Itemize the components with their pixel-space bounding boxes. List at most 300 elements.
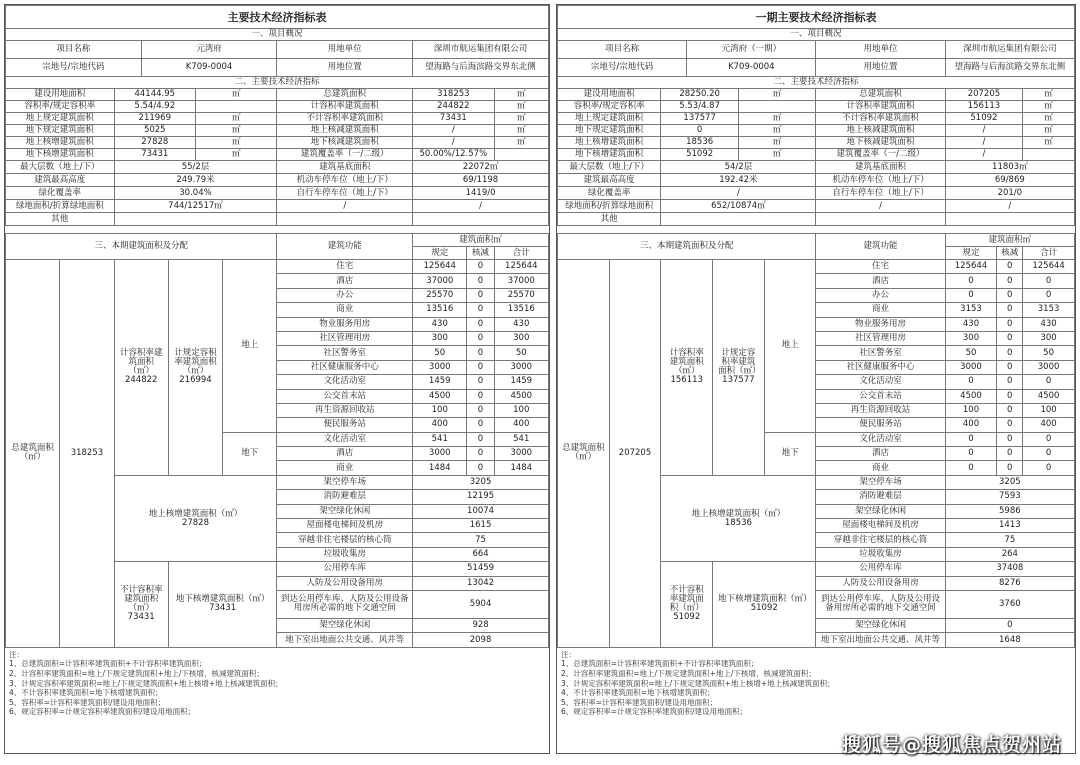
table-cell bbox=[114, 213, 277, 226]
table-cell: 架空绿化休闲 bbox=[816, 504, 945, 518]
table-cell: 公交首末站 bbox=[816, 389, 945, 403]
table-cell: 屋面楼电梯间及机房 bbox=[816, 519, 945, 533]
table-cell: 51092 bbox=[661, 149, 739, 161]
regulated-area-value-cell bbox=[168, 260, 222, 476]
table-cell: 69/1198 bbox=[413, 174, 549, 187]
table-cell: 地下室出地面公共交通、风井等 bbox=[277, 633, 413, 647]
table-cell bbox=[1023, 149, 1075, 161]
column-header: 建筑面积㎡ bbox=[413, 234, 549, 247]
table-cell: 652/10874㎡ bbox=[661, 200, 816, 213]
table-cell: 541 bbox=[413, 432, 467, 446]
table-cell: 望海路与后海滨路交界东北侧 bbox=[945, 59, 1074, 77]
table-cell: 4500 bbox=[1023, 389, 1075, 403]
table-cell: 318253 bbox=[413, 89, 494, 101]
table-cell: 建筑最高高度 bbox=[6, 174, 115, 187]
table-cell: 0 bbox=[467, 317, 494, 331]
table-cell: 744/12517㎡ bbox=[114, 200, 277, 213]
table-cell: 消防避难层 bbox=[277, 490, 413, 504]
table-cell: 地下核减建筑面积 bbox=[277, 137, 413, 149]
table-cell: 自行车停车位（地上/下） bbox=[277, 187, 413, 200]
below-ground-label: 地下 bbox=[764, 432, 816, 475]
table-cell: 宗地号/宗地代码 bbox=[558, 59, 687, 77]
table-cell: 计容积率建筑面积 bbox=[816, 101, 945, 113]
table-cell: 1413 bbox=[945, 519, 1074, 533]
table-cell: 消防避难层 bbox=[816, 490, 945, 504]
table-cell: 0 bbox=[997, 375, 1023, 389]
table-cell: 13042 bbox=[413, 576, 549, 590]
table-cell: 最大层数（地上/下） bbox=[6, 161, 115, 174]
above-increase-label: 地上核增建筑面积（㎡） bbox=[148, 508, 243, 519]
table-cell: 地下核减建筑面积 bbox=[816, 137, 945, 149]
table-cell: 穿越非住宅楼层的核心筒 bbox=[816, 533, 945, 547]
table-cell: 总建筑面积 bbox=[277, 89, 413, 101]
table-cell: 430 bbox=[413, 317, 467, 331]
table-cell: 0 bbox=[467, 346, 494, 360]
table-cell: 44144.95 bbox=[114, 89, 195, 101]
table-cell: 1419/0 bbox=[413, 187, 549, 200]
table-cell: 0 bbox=[467, 288, 494, 302]
table-cell: 0 bbox=[467, 274, 494, 288]
note-line: 3、计规定容积率建筑面积=地上/下规定建筑面积+地上核增+地上核减建筑面积； bbox=[561, 678, 835, 688]
table-cell: 建筑最高高度 bbox=[558, 174, 661, 187]
table-cell: 400 bbox=[1023, 418, 1075, 432]
table-cell: 酒店 bbox=[277, 274, 413, 288]
table-cell: ㎡ bbox=[494, 137, 548, 149]
table-cell: 264 bbox=[945, 547, 1074, 561]
table-cell: 73431 bbox=[413, 113, 494, 125]
non-far-area-value-cell bbox=[661, 562, 713, 648]
table-cell: 5986 bbox=[945, 504, 1074, 518]
table-title: 主要技术经济指标表 bbox=[6, 6, 549, 29]
table-cell: 51459 bbox=[413, 562, 549, 576]
table-cell: ㎡ bbox=[738, 89, 816, 101]
table-cell: 0 bbox=[467, 461, 494, 475]
watermark: 搜狐号@搜狐焦点贺州站 bbox=[841, 734, 1062, 756]
table-cell: ㎡ bbox=[738, 149, 816, 161]
table-cell: 8276 bbox=[945, 576, 1074, 590]
above-increase-value-cell bbox=[114, 475, 277, 561]
table-cell: 垃圾收集房 bbox=[816, 547, 945, 561]
table-cell: 0 bbox=[997, 389, 1023, 403]
table-cell: 541 bbox=[494, 432, 548, 446]
table-cell: 用地位置 bbox=[277, 59, 413, 77]
table-cell: / bbox=[945, 125, 1023, 137]
table-cell: 4500 bbox=[945, 389, 997, 403]
table-cell: 0 bbox=[1023, 461, 1075, 475]
table-cell: 地上核增建筑面积 bbox=[6, 137, 115, 149]
table-cell: K709-0004 bbox=[141, 59, 277, 77]
column-header: 核减 bbox=[467, 247, 494, 260]
table-cell: 地上核减建筑面积 bbox=[816, 125, 945, 137]
table-cell: 0 bbox=[997, 303, 1023, 317]
note-line: 注： bbox=[561, 649, 576, 659]
table-cell: 5.54/4.92 bbox=[114, 101, 195, 113]
notes bbox=[5, 648, 549, 719]
below-increase-label: 地下核增建筑面积（㎡） bbox=[175, 594, 270, 605]
table-cell: ㎡ bbox=[738, 137, 816, 149]
table-cell bbox=[413, 213, 549, 226]
table-cell: 300 bbox=[945, 331, 997, 345]
table-cell: 0 bbox=[997, 346, 1023, 360]
regulated-area-value: 137577 bbox=[722, 375, 755, 386]
table-cell: 69/869 bbox=[945, 174, 1074, 187]
table-cell: 0 bbox=[997, 418, 1023, 432]
table-cell: 容积率/规定容积率 bbox=[558, 101, 661, 113]
table-cell: K709-0004 bbox=[687, 59, 816, 77]
table-cell: 0 bbox=[945, 447, 997, 461]
table-cell: 11803㎡ bbox=[945, 161, 1074, 174]
table-cell: 商业 bbox=[816, 303, 945, 317]
note-line: 5、容积率=计容积率建筑面积/建设用地面积； bbox=[9, 697, 166, 707]
table-cell: 0 bbox=[467, 447, 494, 461]
table-cell: 3760 bbox=[945, 590, 1074, 618]
table-cell: 地下规定建筑面积 bbox=[558, 125, 661, 137]
table-cell: 便民服务站 bbox=[816, 418, 945, 432]
above-ground-label: 地上 bbox=[764, 260, 816, 433]
far-area-value: 156113 bbox=[670, 375, 703, 386]
table-cell: 项目名称 bbox=[6, 41, 142, 59]
below-increase-value-cell bbox=[168, 562, 277, 648]
table-cell: 建筑基底面积 bbox=[277, 161, 413, 174]
table-cell: 73431 bbox=[114, 149, 195, 161]
table-cell: ㎡ bbox=[1023, 89, 1075, 101]
table-cell: 人防及公用设备用房 bbox=[816, 576, 945, 590]
spacer bbox=[558, 226, 1075, 234]
indicator-table bbox=[5, 5, 549, 648]
non-far-area-label: 不计容积率建筑面积（㎡） bbox=[119, 585, 163, 614]
table-cell: ㎡ bbox=[195, 125, 276, 137]
table-cell: 0 bbox=[1023, 432, 1075, 446]
table-cell: 430 bbox=[945, 317, 997, 331]
table-cell: / bbox=[277, 200, 413, 213]
table-cell: 其他 bbox=[558, 213, 661, 226]
table-cell: ㎡ bbox=[1023, 125, 1075, 137]
table-cell: ㎡ bbox=[195, 149, 276, 161]
table-cell: 酒店 bbox=[816, 447, 945, 461]
regulated-area-value: 216994 bbox=[179, 375, 212, 386]
table-cell: 商业 bbox=[277, 303, 413, 317]
table-cell: 文化活动室 bbox=[277, 375, 413, 389]
table-cell: 125644 bbox=[413, 260, 467, 274]
column-header: 建筑功能 bbox=[816, 234, 945, 260]
table-cell: 1484 bbox=[413, 461, 467, 475]
table-cell: 430 bbox=[494, 317, 548, 331]
table-cell: 7593 bbox=[945, 490, 1074, 504]
table-cell: 12195 bbox=[413, 490, 549, 504]
table-cell bbox=[195, 101, 276, 113]
above-increase-value: 18536 bbox=[724, 517, 752, 528]
table-cell: 300 bbox=[413, 331, 467, 345]
table-cell: 100 bbox=[494, 403, 548, 417]
table-cell: 自行车停车位（地上/下） bbox=[816, 187, 945, 200]
table-cell: 2098 bbox=[413, 633, 549, 647]
table-cell: 0 bbox=[467, 432, 494, 446]
table-cell: 地下规定建筑面积 bbox=[6, 125, 115, 137]
regulated-area-value-cell bbox=[713, 260, 765, 476]
table-cell: 办公 bbox=[277, 288, 413, 302]
table-cell: 18536 bbox=[661, 137, 739, 149]
table-cell: ㎡ bbox=[494, 113, 548, 125]
table-cell: ㎡ bbox=[1023, 101, 1075, 113]
table-cell: 不计容积率建筑面积 bbox=[816, 113, 945, 125]
table-cell: / bbox=[413, 200, 549, 213]
table-cell: 深圳市航运集团有限公司 bbox=[413, 41, 549, 59]
table-cell: 0 bbox=[997, 331, 1023, 345]
table-cell: 架空绿化休闲 bbox=[816, 618, 945, 632]
table-cell: 5025 bbox=[114, 125, 195, 137]
spacer bbox=[6, 226, 549, 234]
table-cell: 664 bbox=[413, 547, 549, 561]
table-cell: 0 bbox=[1023, 274, 1075, 288]
table-cell: 50.00%/12.57% bbox=[413, 149, 494, 161]
table-cell: ㎡ bbox=[1023, 113, 1075, 125]
above-increase-label: 地上核增建筑面积（㎡） bbox=[691, 508, 786, 519]
table-cell: 0 bbox=[997, 288, 1023, 302]
table-cell: 0 bbox=[997, 360, 1023, 374]
table-cell: 3205 bbox=[945, 475, 1074, 489]
table-cell: 总建筑面积 bbox=[816, 89, 945, 101]
table-cell: 0 bbox=[997, 432, 1023, 446]
column-header: 建筑面积㎡ bbox=[945, 234, 1074, 247]
table-cell: 0 bbox=[997, 403, 1023, 417]
table-cell: 3205 bbox=[413, 475, 549, 489]
table-row bbox=[558, 260, 1075, 274]
table-cell: 垃圾收集房 bbox=[277, 547, 413, 561]
table-cell: 建筑覆盖率（一/二级） bbox=[816, 149, 945, 161]
table-cell: ㎡ bbox=[494, 125, 548, 137]
table-cell: 37000 bbox=[413, 274, 467, 288]
table-cell: 3000 bbox=[494, 360, 548, 374]
table-cell: 建设用地面积 bbox=[558, 89, 661, 101]
above-ground-label: 地上 bbox=[223, 260, 277, 433]
table-cell: 100 bbox=[413, 403, 467, 417]
note-line: 2、计容积率建筑面积=地上/下规定建筑面积+地上/下核增、核减建筑面积； bbox=[9, 668, 264, 678]
table-cell: 绿化覆盖率 bbox=[558, 187, 661, 200]
far-area-value-cell bbox=[114, 260, 168, 476]
below-increase-value: 51092 bbox=[750, 603, 778, 614]
table-cell: 容积率/规定容积率 bbox=[6, 101, 115, 113]
far-area-label: 计容积率建筑面积（㎡） bbox=[669, 348, 704, 377]
table-cell: 1648 bbox=[945, 633, 1074, 647]
table-cell: 3000 bbox=[413, 360, 467, 374]
table-cell bbox=[945, 213, 1074, 226]
table-cell: 1459 bbox=[413, 375, 467, 389]
table-cell: 400 bbox=[945, 418, 997, 432]
table-cell: 0 bbox=[997, 447, 1023, 461]
table-cell: 0 bbox=[945, 375, 997, 389]
column-header: 建筑功能 bbox=[277, 234, 413, 260]
table-cell: 50 bbox=[494, 346, 548, 360]
table-cell: 社区健康服务中心 bbox=[277, 360, 413, 374]
table-cell: ㎡ bbox=[195, 137, 276, 149]
table-cell: 430 bbox=[1023, 317, 1075, 331]
table-cell: 0 bbox=[997, 461, 1023, 475]
table-cell: 249.79米 bbox=[114, 174, 277, 187]
table-cell: 75 bbox=[413, 533, 549, 547]
table-cell: 商业 bbox=[816, 461, 945, 475]
table-cell: 建设用地面积 bbox=[6, 89, 115, 101]
section-heading: 一、项目概况 bbox=[6, 29, 549, 41]
table-cell: 住宅 bbox=[277, 260, 413, 274]
note-line: 1、总建筑面积=计容积率建筑面积+不计容积率建筑面积； bbox=[9, 659, 207, 669]
table-cell: 社区管理用房 bbox=[816, 331, 945, 345]
table-cell: 用地单位 bbox=[816, 41, 945, 59]
table-cell: 其他 bbox=[6, 213, 115, 226]
table-cell: 0 bbox=[1023, 288, 1075, 302]
table-cell: 不计容积率建筑面积 bbox=[277, 113, 413, 125]
total-area-label: 总建筑面积（㎡） bbox=[6, 260, 60, 648]
section-heading: 三、本期建筑面积及分配 bbox=[6, 234, 277, 260]
table-cell: 0 bbox=[467, 360, 494, 374]
table-cell: 办公 bbox=[816, 288, 945, 302]
table-cell: / bbox=[945, 149, 1023, 161]
right-table-panel bbox=[556, 4, 1076, 754]
table-cell: 到达公用停车库、人防及公用设备用房所必需的地下交通空间 bbox=[277, 590, 413, 618]
table-cell: 最大层数（地上/下） bbox=[558, 161, 661, 174]
table-cell: 架空绿化休闲 bbox=[277, 618, 413, 632]
table-cell: 3000 bbox=[945, 360, 997, 374]
table-cell: 元湾府（一期） bbox=[687, 41, 816, 59]
table-cell: ㎡ bbox=[494, 89, 548, 101]
table-cell: 地下核增建筑面积 bbox=[558, 149, 661, 161]
table-cell: 0 bbox=[945, 288, 997, 302]
table-cell: 3153 bbox=[945, 303, 997, 317]
table-cell: 13516 bbox=[413, 303, 467, 317]
table-cell: 酒店 bbox=[816, 274, 945, 288]
non-far-area-label: 不计容积率建筑面积（㎡） bbox=[669, 585, 704, 614]
non-far-area-value: 73431 bbox=[127, 612, 155, 623]
table-cell: 便民服务站 bbox=[277, 418, 413, 432]
note-line: 1、总建筑面积=计容积率建筑面积+不计容积率建筑面积； bbox=[561, 659, 759, 669]
table-cell: 300 bbox=[1023, 331, 1075, 345]
table-row bbox=[6, 260, 549, 274]
table-cell: 酒店 bbox=[277, 447, 413, 461]
note-line: 3、计规定容积率建筑面积=地上/下规定建筑面积+地上核增+地上核减建筑面积； bbox=[9, 678, 283, 688]
table-cell: 125644 bbox=[945, 260, 997, 274]
column-header: 合计 bbox=[494, 247, 548, 260]
table-cell: 244822 bbox=[413, 101, 494, 113]
table-cell: ㎡ bbox=[494, 101, 548, 113]
table-cell: 192.42米 bbox=[661, 174, 816, 187]
table-cell bbox=[738, 101, 816, 113]
table-cell: 地下核增建筑面积 bbox=[6, 149, 115, 161]
table-cell: 文化活动室 bbox=[816, 432, 945, 446]
table-cell: 928 bbox=[413, 618, 549, 632]
table-cell bbox=[816, 213, 945, 226]
table-cell: 54/2层 bbox=[661, 161, 816, 174]
table-cell: 50 bbox=[945, 346, 997, 360]
table-cell: 0 bbox=[467, 389, 494, 403]
table-cell: 社区健康服务中心 bbox=[816, 360, 945, 374]
table-cell: 再生资源回收站 bbox=[816, 403, 945, 417]
far-area-label: 计容积率建筑面积（㎡） bbox=[119, 348, 163, 377]
table-cell: 37000 bbox=[494, 274, 548, 288]
table-cell: 0 bbox=[661, 125, 739, 137]
far-area-value: 244822 bbox=[124, 375, 158, 386]
below-increase-label: 地下核增建筑面积（㎡） bbox=[718, 594, 812, 605]
non-far-area-value-cell bbox=[114, 562, 168, 648]
table-cell: 机动车停车位（地上/下） bbox=[277, 174, 413, 187]
section-heading: 三、本期建筑面积及分配 bbox=[558, 234, 816, 260]
table-cell: 公用停车库 bbox=[816, 562, 945, 576]
table-cell: / bbox=[945, 137, 1023, 149]
table-cell: 50 bbox=[1023, 346, 1075, 360]
table-title: 一期主要技术经济指标表 bbox=[558, 6, 1075, 29]
notes bbox=[557, 648, 1075, 719]
note-line: 5、容积率=计容积率建筑面积/建设用地面积； bbox=[561, 697, 718, 707]
below-increase-value-cell bbox=[713, 562, 816, 648]
table-cell: 0 bbox=[1023, 447, 1075, 461]
table-cell: 400 bbox=[413, 418, 467, 432]
total-area-value: 207205 bbox=[609, 260, 661, 648]
table-cell: / bbox=[661, 187, 816, 200]
table-cell: 27828 bbox=[114, 137, 195, 149]
table-cell: 架空绿化休闲 bbox=[277, 504, 413, 518]
section-heading: 二、主要技术经济指标 bbox=[6, 77, 549, 89]
section-heading: 一、项目概况 bbox=[558, 29, 1075, 41]
regulated-area-label: 计规定容积率建筑面积（㎡） bbox=[174, 348, 217, 377]
table-cell: 屋面楼电梯间及机房 bbox=[277, 519, 413, 533]
table-cell: 公用停车库 bbox=[277, 562, 413, 576]
table-cell: / bbox=[945, 200, 1074, 213]
table-cell: 住宅 bbox=[816, 260, 945, 274]
table-cell: 5.53/4.87 bbox=[661, 101, 739, 113]
table-cell: 5904 bbox=[413, 590, 549, 618]
table-cell: 28250.20 bbox=[661, 89, 739, 101]
note-line: 注： bbox=[9, 649, 24, 659]
table-cell: 37408 bbox=[945, 562, 1074, 576]
table-cell: 0 bbox=[467, 375, 494, 389]
table-cell: 物业服务用房 bbox=[816, 317, 945, 331]
above-increase-value: 27828 bbox=[181, 517, 209, 528]
table-cell: 207205 bbox=[945, 89, 1023, 101]
table-cell: ㎡ bbox=[1023, 137, 1075, 149]
table-cell: 公交首末站 bbox=[277, 389, 413, 403]
table-cell: 深圳市航运集团有限公司 bbox=[945, 41, 1074, 59]
column-header: 规定 bbox=[413, 247, 467, 260]
table-cell: 300 bbox=[494, 331, 548, 345]
indicator-table bbox=[557, 5, 1075, 648]
table-cell: 地下室出地面公共交通、风井等 bbox=[816, 633, 945, 647]
column-header: 核减 bbox=[997, 247, 1023, 260]
table-cell: 25570 bbox=[494, 288, 548, 302]
table-cell: 13516 bbox=[494, 303, 548, 317]
table-cell: 商业 bbox=[277, 461, 413, 475]
table-cell: 75 bbox=[945, 533, 1074, 547]
table-cell: 3153 bbox=[1023, 303, 1075, 317]
table-cell: 用地单位 bbox=[277, 41, 413, 59]
table-cell: 人防及公用设备用房 bbox=[277, 576, 413, 590]
table-cell: 再生资源回收站 bbox=[277, 403, 413, 417]
table-cell: 4500 bbox=[413, 389, 467, 403]
column-header: 规定 bbox=[945, 247, 997, 260]
table-cell: 望海路与后海滨路交界东北侧 bbox=[413, 59, 549, 77]
table-cell: 51092 bbox=[945, 113, 1023, 125]
table-cell: 绿化覆盖率 bbox=[6, 187, 115, 200]
table-cell: 100 bbox=[945, 403, 997, 417]
table-cell: / bbox=[413, 125, 494, 137]
table-cell: 架空停车场 bbox=[816, 475, 945, 489]
table-cell: 绿地面积/折算绿地面积 bbox=[558, 200, 661, 213]
total-area-value: 318253 bbox=[60, 260, 114, 648]
table-cell: 元湾府 bbox=[141, 41, 277, 59]
note-line: 6、规定容积率=计规定容积率建筑面积/建设用地面积； bbox=[561, 707, 748, 717]
table-cell: 到达公用停车库、人防及公用设备用房所必需的地下交通空间 bbox=[816, 590, 945, 618]
table-cell: 计容积率建筑面积 bbox=[277, 101, 413, 113]
table-cell: ㎡ bbox=[195, 113, 276, 125]
table-cell: 0 bbox=[997, 317, 1023, 331]
table-cell: 0 bbox=[467, 260, 494, 274]
